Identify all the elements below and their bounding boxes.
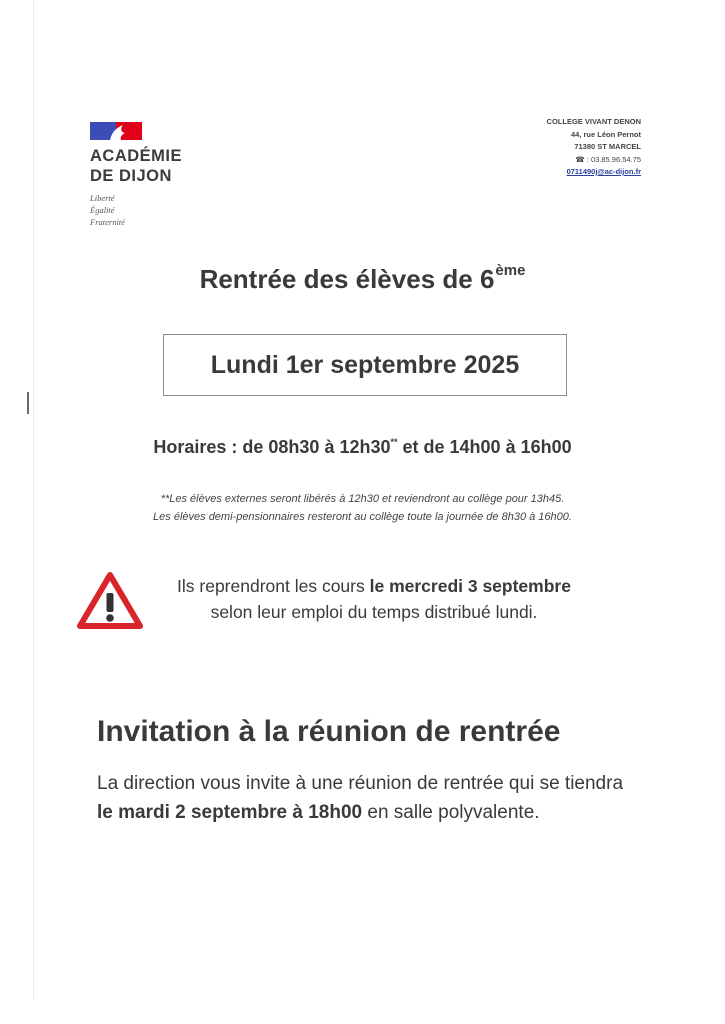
resumption-prefix: Ils reprendront les cours bbox=[177, 576, 370, 596]
hours-part1: Horaires : de 08h30 à 12h30 bbox=[153, 437, 391, 457]
resumption-date: le mercredi 3 septembre bbox=[369, 576, 571, 596]
resumption-notice bbox=[124, 573, 624, 625]
page-title bbox=[0, 262, 725, 295]
motto-egalite: Égalité bbox=[90, 205, 115, 215]
invitation-body-prefix: La direction vous invite à une réunion de rentrée qui se tiendra bbox=[97, 773, 624, 794]
schedule-notes bbox=[0, 490, 725, 526]
page-title-superscript: ème bbox=[495, 262, 526, 279]
note-demi-pensionnaires: Les élèves demi-pensionnaires resteront au collège toute la journée de 8h30 à 16h00. bbox=[153, 511, 572, 523]
scan-speck bbox=[27, 392, 29, 414]
telephone-icon: ☎ bbox=[575, 154, 585, 164]
date-box bbox=[163, 334, 567, 396]
hours-line bbox=[0, 437, 725, 458]
motto-fraternite: Fraternité bbox=[90, 217, 125, 227]
school-name: COLLEGE VIVANT DENON bbox=[546, 117, 641, 126]
school-street: 44, rue Léon Pernot bbox=[570, 129, 641, 139]
resumption-line1 bbox=[124, 573, 624, 599]
invitation-date: le mardi 2 septembre à 18h00 bbox=[97, 802, 363, 823]
invitation-heading: Invitation à la réunion de rentrée bbox=[97, 715, 561, 748]
marianne-flag-icon bbox=[90, 122, 142, 140]
motto-liberte: Liberté bbox=[90, 193, 115, 203]
date-box-text: Lundi 1er septembre 2025 bbox=[210, 350, 520, 379]
school-city: 71380 ST MARCEL bbox=[574, 142, 641, 151]
academie-name bbox=[90, 146, 290, 186]
academie-name-line1: ACADÉMIE bbox=[90, 147, 183, 165]
republic-motto bbox=[90, 192, 210, 228]
hours-part2: et de 14h00 à 16h00 bbox=[397, 437, 572, 457]
school-phone bbox=[381, 154, 641, 167]
invitation-body-suffix: en salle polyvalente. bbox=[362, 802, 540, 823]
resumption-line2: selon leur emploi du temps distribué lundi. bbox=[210, 602, 538, 622]
hours-footnote-mark: ** bbox=[390, 437, 398, 447]
page-title-text: Rentrée des élèves de 6 bbox=[199, 264, 495, 294]
academie-name-line2: DE DIJON bbox=[90, 167, 172, 185]
school-phone-number: : 03.85.96.54.75 bbox=[586, 154, 641, 164]
note-externes: **Les élèves externes seront libérés à 12h30 et reviendront au collège pour 13h45. bbox=[160, 493, 565, 505]
school-email-link[interactable]: 0711490j@ac-dijon.fr bbox=[566, 167, 641, 176]
school-address bbox=[381, 116, 641, 179]
invitation-body bbox=[97, 769, 637, 827]
